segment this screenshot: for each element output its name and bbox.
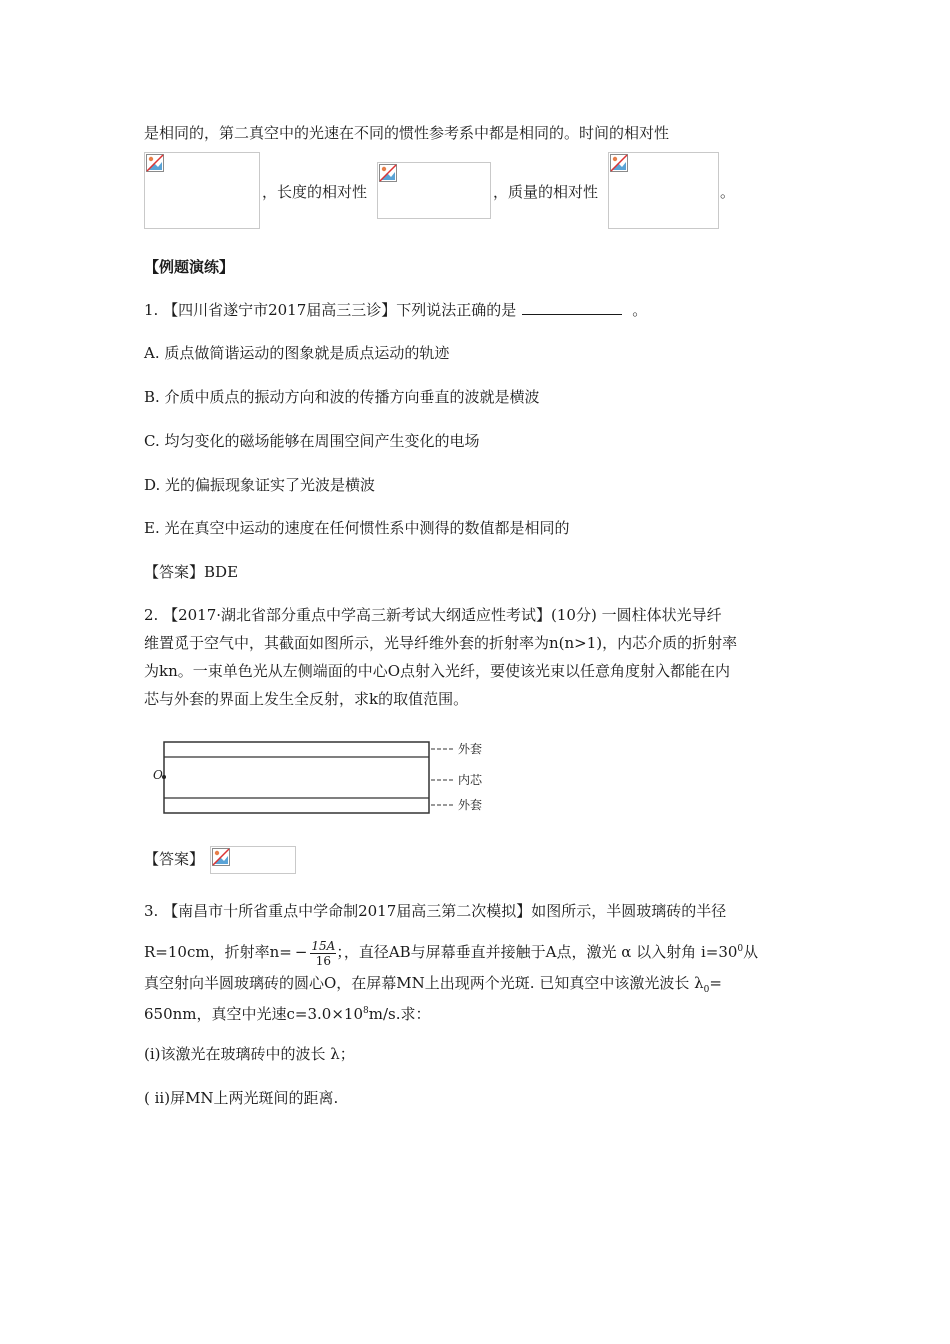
q1-stem-end: 。 (632, 301, 648, 319)
formula-image-mass (608, 152, 719, 229)
degree-sup: 0 (737, 944, 744, 954)
q3-line-2 (144, 932, 758, 966)
q3-line-3a: 真空射向半圆玻璃砖的圆心O，在屏幕MN上出现两个光斑. 已知真空中该激光波长 λ (144, 974, 704, 992)
q1-option-c: C. 均匀变化的磁场能够在周围空间产生变化的电场 (144, 432, 480, 450)
q3-line-2b: ；，直径AB与屏幕垂直并接触于A点，激光 α 以入射角 i=30 (336, 943, 738, 961)
q3-line-4 (144, 1000, 430, 1025)
q1-stem (144, 299, 647, 321)
q1-option-b: B. 介质中质点的振动方向和波的传播方向垂直的波就是横波 (144, 388, 540, 406)
section-title: 【例题演练】 (144, 258, 235, 276)
fiber-outline (164, 742, 429, 813)
q2-line-1: 2. 【2017·湖北省部分重点中学高三新考试大纲适应性考试】(10分) 一圆柱体状光导纤 (144, 606, 722, 624)
broken-image-icon (610, 154, 628, 172)
q3-line-3b: = (709, 974, 722, 992)
intro-end: 。 (720, 183, 736, 201)
fraction-numerator: 15A (311, 938, 336, 953)
q1-option-a: A. 质点做简谐运动的图象就是质点运动的轨迹 (144, 344, 450, 362)
q3-part-i: (i)该激光在玻璃砖中的波长 λ； (144, 1045, 355, 1063)
intro-length-label: ，长度的相对性 (262, 183, 368, 201)
q2-answer-label: 【答案】 (144, 850, 205, 868)
q1-option-e: E. 光在真空中运动的速度在任何惯性系中测得的数值都是相同的 (144, 519, 570, 537)
refraction-fraction (310, 939, 336, 968)
q1-stem-text: 1. 【四川省遂宁市2017届高三三诊】下列说法正确的是 (144, 301, 517, 319)
q3-line-2a: R=10cm，折射率n= (144, 943, 292, 961)
formula-image-length (377, 162, 491, 219)
fiber-diagram (150, 735, 500, 819)
label-core: 内芯 (458, 773, 483, 787)
label-outer-bottom: 外套 (458, 798, 483, 812)
q1-option-d: D. 光的偏振现象证实了光波是横波 (144, 476, 376, 494)
minus-sign: − (294, 943, 308, 961)
q3-line-2c: 从 (743, 943, 759, 961)
label-outer-top: 外套 (458, 742, 483, 756)
broken-image-icon (146, 154, 164, 172)
q2-line-4: 芯与外套的界面上发生全反射，求k的取值范围。 (144, 690, 469, 708)
broken-image-icon (379, 164, 397, 182)
q1-answer-label: 【答案】 (144, 563, 205, 581)
q3-part-ii: ( ii)屏MN上两光斑间的距离. (144, 1089, 339, 1107)
q3-line-3 (144, 972, 722, 1001)
q2-line-3: 为kn。一束单色光从左侧端面的中心O点射入光纤，要使该光束以任意角度射入都能在内 (144, 662, 731, 680)
formula-image-time (144, 152, 260, 229)
q1-answer-value: BDE (204, 563, 239, 581)
intro-line-1: 是相同的，第二真空中的光速在不同的惯性参考系中都是相同的。时间的相对性 (144, 124, 670, 142)
q1-blank (522, 300, 622, 315)
q1-answer (144, 561, 238, 583)
exponent-sup: 8 (363, 1006, 369, 1016)
fraction-denominator: 16 (315, 953, 331, 968)
q3-line-4b: m/s.求： (368, 1005, 431, 1023)
q3-line-1: 3. 【南昌市十所省重点中学命制2017届高三第二次模拟】如图所示，半圆玻璃砖的半径 (144, 902, 727, 920)
intro-mass-label: ，质量的相对性 (493, 183, 599, 201)
lambda-sub: 0 (703, 985, 710, 995)
point-o-label: O (153, 768, 163, 782)
q2-line-2: 维置觅于空气中，其截面如图所示，光导纤维外套的折射率为n(n>1)，内芯介质的折射率 (144, 634, 738, 652)
broken-image-icon (212, 848, 230, 866)
q3-line-4a: 650nm，真空中光速c=3.0×10 (144, 1005, 363, 1023)
q2-answer-image (210, 846, 296, 874)
